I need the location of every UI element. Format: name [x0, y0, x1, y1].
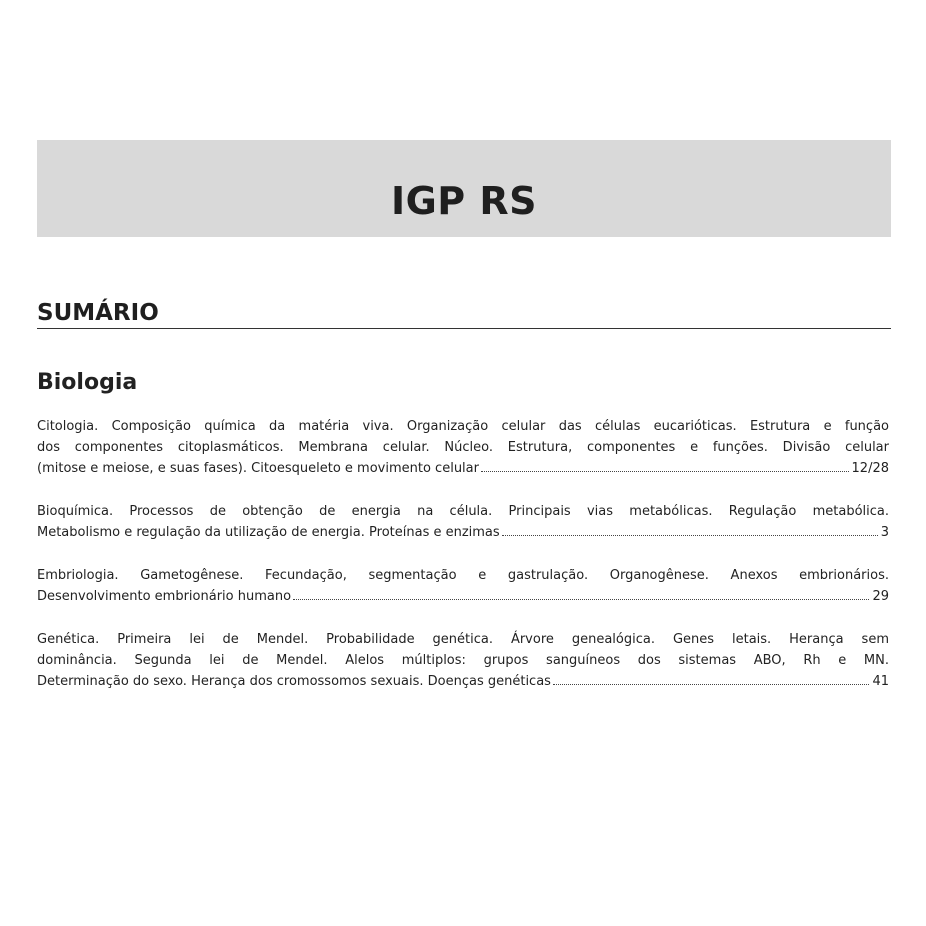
toc-line: dos componentes citoplasmáticos. Membrana celular. Núcleo. Estrutura, componentes e funções. Divisão celular: [37, 440, 889, 455]
toc-entry-embriologia: [37, 565, 889, 607]
dot-leader: [293, 599, 869, 600]
dot-leader: [502, 535, 878, 536]
document-title: IGP RS: [390, 178, 538, 223]
toc-line: Genética. Primeira lei de Mendel. Probabilidade genética. Árvore genealógica. Genes letais. Herança sem: [37, 632, 889, 647]
toc-entry-genetica: [37, 629, 889, 692]
toc-line: dominância. Segunda lei de Mendel. Alelos múltiplos: grupos sanguíneos dos sistemas ABO, Rh e MN.: [37, 653, 889, 668]
toc-last-line: [37, 458, 889, 479]
page-number: 3: [880, 525, 889, 540]
toc-line: Bioquímica. Processos de obtenção de energia na célula. Principais vias metabólicas. Regulação metabólica.: [37, 504, 889, 519]
toc-entry-citologia: [37, 416, 889, 479]
toc-last-line: [37, 586, 889, 607]
toc-entry-bioquimica: [37, 501, 889, 543]
toc-line: Metabolismo e regulação da utilização de energia. Proteínas e enzimas: [37, 525, 500, 540]
page-number: 41: [872, 674, 889, 689]
dot-leader: [553, 684, 870, 685]
toc-last-line: [37, 522, 889, 543]
toc-line: Citologia. Composição química da matéria viva. Organização celular das células eucarióticas. Estrutura e função: [37, 419, 889, 434]
dot-leader: [481, 471, 849, 472]
table-of-contents: [37, 416, 889, 714]
page-number: 29: [872, 589, 889, 604]
toc-line: (mitose e meiose, e suas fases). Citoesqueleto e movimento celular: [37, 461, 479, 476]
title-banner: [37, 140, 891, 237]
summary-title: SUMÁRIO: [37, 300, 159, 326]
toc-line: Embriologia. Gametogênese. Fecundação, segmentação e gastrulação. Organogênese. Anexos embrionários.: [37, 568, 889, 583]
section-title: Biologia: [37, 370, 138, 395]
toc-line: Desenvolvimento embrionário humano: [37, 589, 292, 604]
toc-line: Determinação do sexo. Herança dos cromossomos sexuais. Doenças genéticas: [37, 674, 551, 689]
summary-heading: [37, 300, 891, 329]
toc-last-line: [37, 671, 889, 692]
page-number: 12/28: [851, 461, 889, 476]
